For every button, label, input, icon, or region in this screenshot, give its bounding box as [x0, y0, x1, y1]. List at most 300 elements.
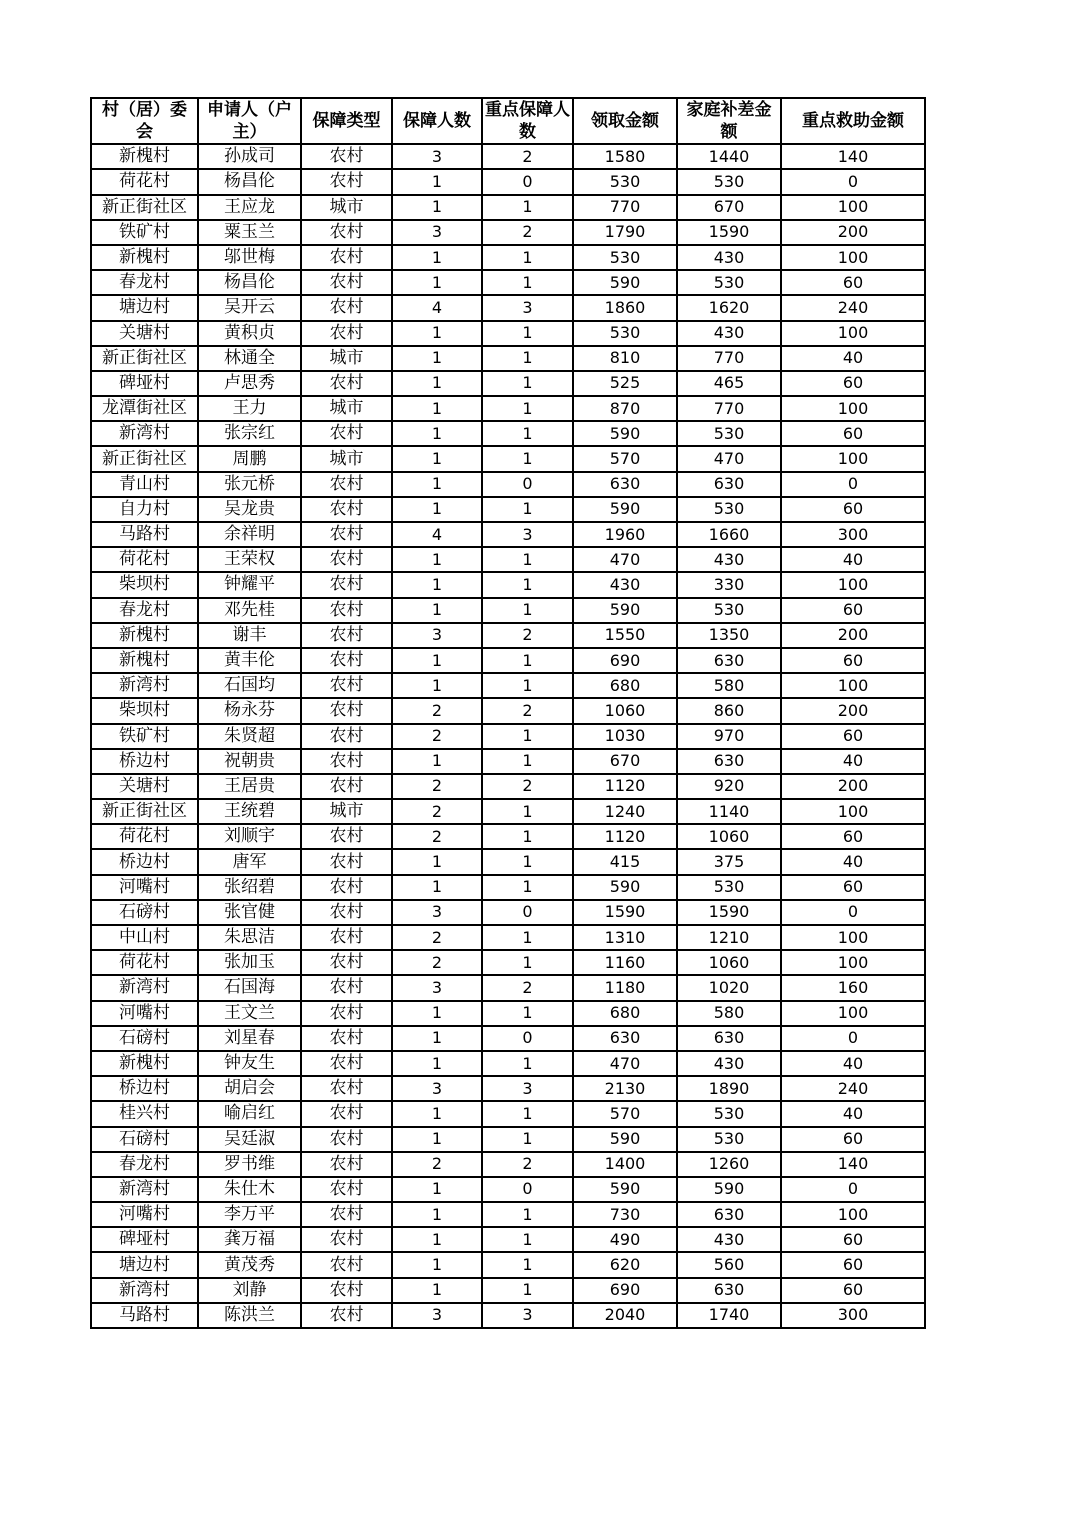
cell-amount: 590: [573, 1177, 677, 1202]
cell-family_diff: 530: [677, 270, 781, 295]
cell-applicant: 朱仕木: [198, 1177, 301, 1202]
cell-applicant: 张元桥: [198, 472, 301, 497]
cell-type: 农村: [301, 875, 392, 900]
cell-applicant: 黄积贞: [198, 321, 301, 346]
cell-key_count: 1: [482, 446, 573, 471]
cell-type: 农村: [301, 1252, 392, 1277]
cell-amount: 730: [573, 1202, 677, 1227]
cell-applicant: 王应龙: [198, 195, 301, 220]
cell-count: 2: [392, 724, 482, 749]
cell-applicant: 钟友生: [198, 1051, 301, 1076]
cell-family_diff: 1660: [677, 522, 781, 547]
cell-key_count: 1: [482, 1252, 573, 1277]
cell-applicant: 周鹏: [198, 446, 301, 471]
cell-key_aid: 200: [781, 774, 925, 799]
cell-count: 1: [392, 1026, 482, 1051]
cell-amount: 1060: [573, 698, 677, 723]
cell-applicant: 孙成司: [198, 144, 301, 169]
table-row: [91, 1177, 925, 1202]
cell-key_aid: 40: [781, 1101, 925, 1126]
cell-village: 石磅村: [91, 1026, 198, 1051]
cell-key_count: 2: [482, 220, 573, 245]
cell-type: 农村: [301, 925, 392, 950]
cell-applicant: 黄茂秀: [198, 1252, 301, 1277]
table-row: [91, 698, 925, 723]
cell-applicant: 王居贵: [198, 774, 301, 799]
table-row: [91, 749, 925, 774]
cell-key_aid: 100: [781, 925, 925, 950]
cell-key_count: 1: [482, 1127, 573, 1152]
table-row: [91, 195, 925, 220]
header-key-count: 重点保障人数: [482, 98, 573, 144]
cell-village: 新槐村: [91, 648, 198, 673]
cell-key_count: 0: [482, 169, 573, 194]
cell-village: 新槐村: [91, 144, 198, 169]
cell-type: 农村: [301, 950, 392, 975]
cell-type: 农村: [301, 220, 392, 245]
table-row: [91, 975, 925, 1000]
cell-applicant: 王文兰: [198, 1001, 301, 1026]
cell-count: 1: [392, 1252, 482, 1277]
cell-family_diff: 1440: [677, 144, 781, 169]
header-applicant: 申请人（户主）: [198, 98, 301, 144]
cell-family_diff: 465: [677, 371, 781, 396]
cell-amount: 1580: [573, 144, 677, 169]
cell-applicant: 罗书维: [198, 1152, 301, 1177]
cell-key_count: 1: [482, 421, 573, 446]
cell-amount: 680: [573, 1001, 677, 1026]
cell-type: 城市: [301, 346, 392, 371]
header-amount: 领取金额: [573, 98, 677, 144]
cell-amount: 590: [573, 875, 677, 900]
cell-applicant: 钟耀平: [198, 572, 301, 597]
cell-applicant: 杨昌伦: [198, 169, 301, 194]
table-row: [91, 572, 925, 597]
table-row: [91, 1101, 925, 1126]
table-row: [91, 446, 925, 471]
cell-count: 1: [392, 446, 482, 471]
cell-village: 河嘴村: [91, 1001, 198, 1026]
cell-type: 农村: [301, 1227, 392, 1252]
cell-key_aid: 100: [781, 195, 925, 220]
cell-amount: 1160: [573, 950, 677, 975]
cell-village: 桂兴村: [91, 1101, 198, 1126]
cell-key_aid: 40: [781, 749, 925, 774]
cell-village: 碑垭村: [91, 1227, 198, 1252]
cell-count: 1: [392, 598, 482, 623]
table-row: [91, 421, 925, 446]
header-family-diff: 家庭补差金额: [677, 98, 781, 144]
cell-key_aid: 60: [781, 824, 925, 849]
cell-type: 农村: [301, 522, 392, 547]
cell-applicant: 胡启会: [198, 1076, 301, 1101]
cell-amount: 470: [573, 547, 677, 572]
cell-key_aid: 60: [781, 1227, 925, 1252]
cell-village: 柴坝村: [91, 698, 198, 723]
cell-amount: 590: [573, 270, 677, 295]
table-row: [91, 169, 925, 194]
cell-key_aid: 0: [781, 472, 925, 497]
table-row: [91, 1076, 925, 1101]
cell-family_diff: 630: [677, 1026, 781, 1051]
cell-amount: 1550: [573, 623, 677, 648]
cell-village: 新湾村: [91, 673, 198, 698]
cell-count: 2: [392, 774, 482, 799]
cell-village: 春龙村: [91, 1152, 198, 1177]
cell-key_count: 1: [482, 1101, 573, 1126]
cell-village: 青山村: [91, 472, 198, 497]
cell-applicant: 李万平: [198, 1202, 301, 1227]
cell-key_aid: 140: [781, 1152, 925, 1177]
table-row: [91, 1001, 925, 1026]
table-row: [91, 724, 925, 749]
cell-applicant: 王荣权: [198, 547, 301, 572]
cell-village: 荷花村: [91, 950, 198, 975]
table-row: [91, 547, 925, 572]
cell-applicant: 刘静: [198, 1278, 301, 1303]
table-row: [91, 472, 925, 497]
cell-count: 1: [392, 648, 482, 673]
cell-type: 城市: [301, 396, 392, 421]
cell-applicant: 吴开云: [198, 295, 301, 320]
cell-village: 碑垭村: [91, 371, 198, 396]
cell-key_aid: 0: [781, 900, 925, 925]
cell-type: 农村: [301, 673, 392, 698]
cell-applicant: 邬世梅: [198, 245, 301, 270]
cell-amount: 690: [573, 648, 677, 673]
cell-village: 龙潭街社区: [91, 396, 198, 421]
cell-applicant: 林通全: [198, 346, 301, 371]
cell-key_count: 2: [482, 623, 573, 648]
cell-type: 农村: [301, 497, 392, 522]
cell-key_aid: 240: [781, 295, 925, 320]
cell-applicant: 张宗红: [198, 421, 301, 446]
cell-amount: 770: [573, 195, 677, 220]
cell-amount: 1960: [573, 522, 677, 547]
cell-family_diff: 1020: [677, 975, 781, 1000]
cell-count: 1: [392, 749, 482, 774]
cell-amount: 590: [573, 421, 677, 446]
cell-family_diff: 1140: [677, 799, 781, 824]
header-row: [91, 98, 925, 144]
table-row: [91, 371, 925, 396]
cell-village: 新槐村: [91, 245, 198, 270]
cell-key_aid: 100: [781, 1202, 925, 1227]
cell-family_diff: 580: [677, 1001, 781, 1026]
cell-key_aid: 60: [781, 421, 925, 446]
cell-family_diff: 770: [677, 396, 781, 421]
table-row: [91, 497, 925, 522]
cell-type: 农村: [301, 749, 392, 774]
cell-count: 3: [392, 975, 482, 1000]
cell-key_aid: 60: [781, 1252, 925, 1277]
cell-village: 自力村: [91, 497, 198, 522]
table-row: [91, 522, 925, 547]
cell-type: 农村: [301, 598, 392, 623]
cell-type: 农村: [301, 1202, 392, 1227]
cell-type: 农村: [301, 1303, 392, 1328]
cell-family_diff: 530: [677, 169, 781, 194]
table-row: [91, 849, 925, 874]
cell-family_diff: 1590: [677, 220, 781, 245]
cell-type: 农村: [301, 270, 392, 295]
cell-type: 农村: [301, 1127, 392, 1152]
cell-amount: 1180: [573, 975, 677, 1000]
cell-family_diff: 1060: [677, 950, 781, 975]
cell-key_count: 1: [482, 950, 573, 975]
cell-key_count: 0: [482, 472, 573, 497]
cell-type: 农村: [301, 472, 392, 497]
cell-village: 桥边村: [91, 849, 198, 874]
cell-key_count: 1: [482, 245, 573, 270]
cell-family_diff: 970: [677, 724, 781, 749]
cell-key_count: 0: [482, 1026, 573, 1051]
cell-key_count: 0: [482, 1177, 573, 1202]
cell-family_diff: 1890: [677, 1076, 781, 1101]
cell-key_aid: 60: [781, 598, 925, 623]
cell-count: 4: [392, 295, 482, 320]
cell-village: 关塘村: [91, 321, 198, 346]
header-type: 保障类型: [301, 98, 392, 144]
table-row: [91, 875, 925, 900]
cell-amount: 430: [573, 572, 677, 597]
cell-type: 农村: [301, 169, 392, 194]
cell-village: 新湾村: [91, 975, 198, 1000]
cell-key_aid: 60: [781, 497, 925, 522]
cell-amount: 690: [573, 1278, 677, 1303]
table-row: [91, 295, 925, 320]
cell-count: 1: [392, 195, 482, 220]
header-key-aid: 重点救助金额: [781, 98, 925, 144]
cell-key_count: 1: [482, 1202, 573, 1227]
cell-applicant: 吴龙贵: [198, 497, 301, 522]
cell-count: 1: [392, 547, 482, 572]
cell-family_diff: 430: [677, 245, 781, 270]
cell-amount: 1400: [573, 1152, 677, 1177]
cell-family_diff: 590: [677, 1177, 781, 1202]
cell-amount: 1860: [573, 295, 677, 320]
cell-applicant: 粟玉兰: [198, 220, 301, 245]
cell-village: 春龙村: [91, 270, 198, 295]
table-row: [91, 900, 925, 925]
cell-count: 1: [392, 1001, 482, 1026]
table-row: [91, 673, 925, 698]
cell-applicant: 张官健: [198, 900, 301, 925]
cell-applicant: 石国海: [198, 975, 301, 1000]
cell-type: 农村: [301, 698, 392, 723]
cell-key_aid: 40: [781, 547, 925, 572]
table-row: [91, 1252, 925, 1277]
cell-type: 农村: [301, 321, 392, 346]
cell-family_diff: 470: [677, 446, 781, 471]
table-row: [91, 824, 925, 849]
cell-type: 农村: [301, 724, 392, 749]
table-row: [91, 1278, 925, 1303]
cell-key_aid: 40: [781, 1051, 925, 1076]
cell-key_aid: 0: [781, 1177, 925, 1202]
cell-type: 农村: [301, 144, 392, 169]
cell-type: 农村: [301, 371, 392, 396]
cell-key_aid: 100: [781, 446, 925, 471]
cell-applicant: 黄丰伦: [198, 648, 301, 673]
cell-applicant: 王统碧: [198, 799, 301, 824]
cell-key_aid: 100: [781, 950, 925, 975]
cell-amount: 620: [573, 1252, 677, 1277]
cell-amount: 680: [573, 673, 677, 698]
cell-key_count: 1: [482, 1227, 573, 1252]
cell-family_diff: 430: [677, 547, 781, 572]
cell-village: 新正街社区: [91, 446, 198, 471]
cell-count: 3: [392, 1076, 482, 1101]
cell-applicant: 刘顺宇: [198, 824, 301, 849]
cell-key_aid: 100: [781, 572, 925, 597]
cell-amount: 530: [573, 169, 677, 194]
cell-applicant: 刘星春: [198, 1026, 301, 1051]
cell-village: 马路村: [91, 1303, 198, 1328]
cell-count: 1: [392, 472, 482, 497]
table-row: [91, 220, 925, 245]
cell-count: 1: [392, 169, 482, 194]
table-row: [91, 321, 925, 346]
cell-type: 农村: [301, 1177, 392, 1202]
cell-family_diff: 530: [677, 497, 781, 522]
cell-count: 1: [392, 1101, 482, 1126]
cell-amount: 570: [573, 446, 677, 471]
cell-key_count: 1: [482, 371, 573, 396]
cell-amount: 2040: [573, 1303, 677, 1328]
cell-amount: 415: [573, 849, 677, 874]
table-row: [91, 346, 925, 371]
cell-key_aid: 60: [781, 724, 925, 749]
cell-type: 农村: [301, 1051, 392, 1076]
cell-key_count: 1: [482, 724, 573, 749]
cell-type: 农村: [301, 1152, 392, 1177]
table-row: [91, 1051, 925, 1076]
benefits-table-sheet: [90, 97, 926, 1329]
cell-key_aid: 240: [781, 1076, 925, 1101]
table-row: [91, 799, 925, 824]
cell-village: 荷花村: [91, 547, 198, 572]
cell-family_diff: 670: [677, 195, 781, 220]
cell-count: 2: [392, 950, 482, 975]
cell-applicant: 张加玉: [198, 950, 301, 975]
cell-type: 农村: [301, 623, 392, 648]
cell-key_aid: 100: [781, 396, 925, 421]
cell-village: 关塘村: [91, 774, 198, 799]
cell-count: 1: [392, 1278, 482, 1303]
cell-type: 农村: [301, 900, 392, 925]
cell-count: 3: [392, 144, 482, 169]
cell-type: 农村: [301, 1001, 392, 1026]
cell-village: 石磅村: [91, 1127, 198, 1152]
cell-amount: 630: [573, 472, 677, 497]
cell-count: 1: [392, 371, 482, 396]
cell-amount: 670: [573, 749, 677, 774]
cell-family_diff: 530: [677, 421, 781, 446]
cell-key_count: 1: [482, 1278, 573, 1303]
cell-type: 农村: [301, 648, 392, 673]
cell-village: 新槐村: [91, 1051, 198, 1076]
cell-key_count: 1: [482, 648, 573, 673]
cell-family_diff: 1260: [677, 1152, 781, 1177]
cell-amount: 590: [573, 598, 677, 623]
cell-family_diff: 860: [677, 698, 781, 723]
cell-type: 城市: [301, 195, 392, 220]
cell-amount: 870: [573, 396, 677, 421]
cell-village: 铁矿村: [91, 724, 198, 749]
cell-count: 3: [392, 900, 482, 925]
cell-family_diff: 430: [677, 1227, 781, 1252]
cell-village: 柴坝村: [91, 572, 198, 597]
table-row: [91, 1026, 925, 1051]
cell-count: 2: [392, 698, 482, 723]
cell-applicant: 杨昌伦: [198, 270, 301, 295]
cell-count: 2: [392, 824, 482, 849]
cell-type: 农村: [301, 1278, 392, 1303]
cell-village: 荷花村: [91, 824, 198, 849]
cell-village: 新正街社区: [91, 799, 198, 824]
cell-family_diff: 1590: [677, 900, 781, 925]
table-row: [91, 623, 925, 648]
cell-key_aid: 60: [781, 371, 925, 396]
cell-amount: 1790: [573, 220, 677, 245]
cell-village: 新正街社区: [91, 346, 198, 371]
cell-type: 农村: [301, 245, 392, 270]
cell-key_count: 1: [482, 824, 573, 849]
cell-family_diff: 1740: [677, 1303, 781, 1328]
header-village: 村（居）委会: [91, 98, 198, 144]
cell-key_count: 3: [482, 1303, 573, 1328]
cell-type: 农村: [301, 421, 392, 446]
cell-amount: 630: [573, 1026, 677, 1051]
cell-village: 马路村: [91, 522, 198, 547]
cell-type: 城市: [301, 799, 392, 824]
cell-type: 城市: [301, 446, 392, 471]
cell-family_diff: 630: [677, 1278, 781, 1303]
cell-family_diff: 1210: [677, 925, 781, 950]
cell-count: 2: [392, 925, 482, 950]
cell-applicant: 余祥明: [198, 522, 301, 547]
cell-count: 1: [392, 321, 482, 346]
cell-count: 3: [392, 623, 482, 648]
cell-key_aid: 100: [781, 799, 925, 824]
cell-family_diff: 1620: [677, 295, 781, 320]
cell-applicant: 卢思秀: [198, 371, 301, 396]
cell-key_count: 1: [482, 547, 573, 572]
cell-key_aid: 300: [781, 1303, 925, 1328]
cell-key_aid: 200: [781, 623, 925, 648]
cell-count: 1: [392, 346, 482, 371]
cell-amount: 530: [573, 245, 677, 270]
cell-family_diff: 770: [677, 346, 781, 371]
cell-key_count: 1: [482, 1001, 573, 1026]
cell-family_diff: 630: [677, 1202, 781, 1227]
cell-type: 农村: [301, 295, 392, 320]
cell-family_diff: 630: [677, 648, 781, 673]
cell-village: 新湾村: [91, 1177, 198, 1202]
cell-count: 1: [392, 673, 482, 698]
cell-amount: 1120: [573, 824, 677, 849]
cell-amount: 570: [573, 1101, 677, 1126]
cell-count: 1: [392, 849, 482, 874]
cell-village: 新湾村: [91, 421, 198, 446]
table-row: [91, 1227, 925, 1252]
cell-key_count: 1: [482, 749, 573, 774]
cell-applicant: 唐军: [198, 849, 301, 874]
cell-village: 新正街社区: [91, 195, 198, 220]
cell-amount: 1310: [573, 925, 677, 950]
cell-count: 1: [392, 396, 482, 421]
